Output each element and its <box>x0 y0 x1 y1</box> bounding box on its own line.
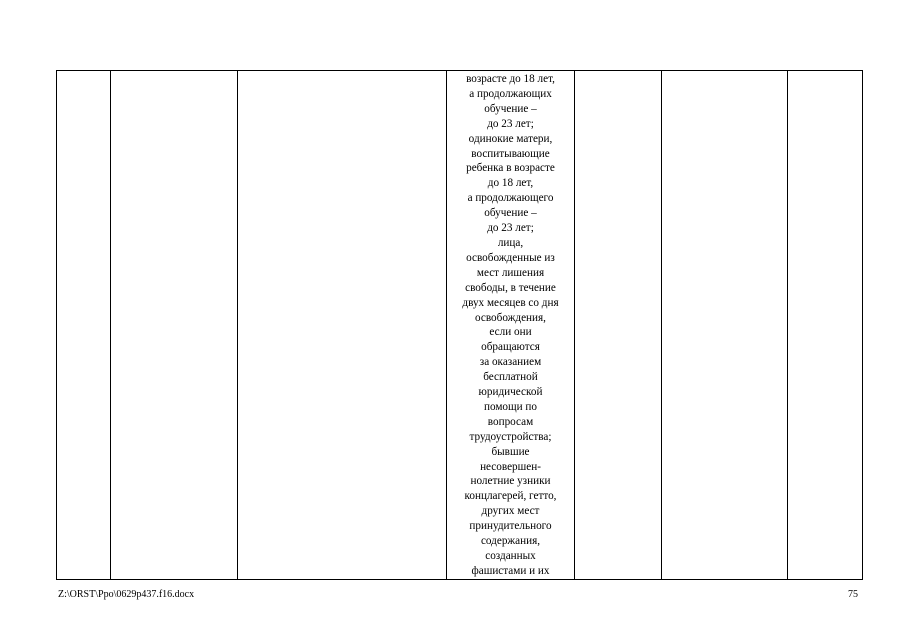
cell-text-line: несовершен- <box>480 460 541 473</box>
cell-text-line: мест лишения <box>476 266 545 279</box>
cell-text-line: помощи по <box>483 400 538 413</box>
table-cell-col2 <box>111 71 238 580</box>
cell-text-line: обучение – <box>484 102 537 115</box>
cell-text-line: бывшие <box>491 445 530 458</box>
table-cell-col3 <box>238 71 447 580</box>
cell-text-line: свободы, в течение <box>465 281 556 294</box>
beneficiaries-text <box>447 71 574 579</box>
cell-text-line: за оказанием <box>479 356 542 369</box>
cell-text-line: концлагерей, гетто, <box>464 490 557 503</box>
document-table <box>56 70 863 580</box>
cell-text-line: воспитывающие <box>471 147 550 160</box>
cell-text-line: до 18 лет, <box>487 177 534 190</box>
cell-text-line: до 23 лет; <box>487 222 534 235</box>
cell-text-line: если они <box>489 326 532 339</box>
table-cell-col1 <box>57 71 111 580</box>
cell-text-line: принудительного <box>469 520 552 533</box>
cell-text-line: обучение – <box>484 207 537 220</box>
table-cell-col5 <box>575 71 662 580</box>
table-cell-beneficiaries <box>447 71 575 580</box>
cell-text-line: бесплатной <box>483 371 538 384</box>
cell-text-line: нолетние узники <box>470 475 551 488</box>
cell-text-line: а продолжающих <box>469 87 552 100</box>
cell-text-line: одинокие матери, <box>468 132 553 145</box>
cell-text-line: созданных <box>485 550 536 562</box>
cell-text-line: юридической <box>478 386 543 399</box>
footer-page-number: 75 <box>848 589 858 600</box>
cell-text-line: освобождения, <box>475 311 546 324</box>
table-row <box>57 71 863 580</box>
cell-text-line: двух месяцев со дня <box>462 296 559 309</box>
cell-text-line: других мест <box>481 505 540 518</box>
cell-text-line: вопросам <box>487 415 534 428</box>
cell-text-line: до 23 лет; <box>487 117 534 130</box>
cell-text-line: лица, <box>497 236 524 249</box>
footer-file-path: Z:\ORST\Ppo\0629p437.f16.docx <box>58 589 195 600</box>
cell-text-line: содержания, <box>480 535 541 548</box>
cell-text-line: а продолжающего <box>467 192 554 205</box>
cell-text-line: обращаются <box>481 341 540 354</box>
cell-text-line: трудоустройства; <box>469 430 552 443</box>
cell-text-line: фашистами и их <box>471 564 550 577</box>
cell-text-line: возрасте до 18 лет, <box>466 73 555 85</box>
cell-text-line: освобожденные из <box>466 251 555 264</box>
cell-text-line: ребенка в возрасте <box>466 162 555 175</box>
table-cell-col6 <box>662 71 788 580</box>
table-cell-col7 <box>788 71 863 580</box>
